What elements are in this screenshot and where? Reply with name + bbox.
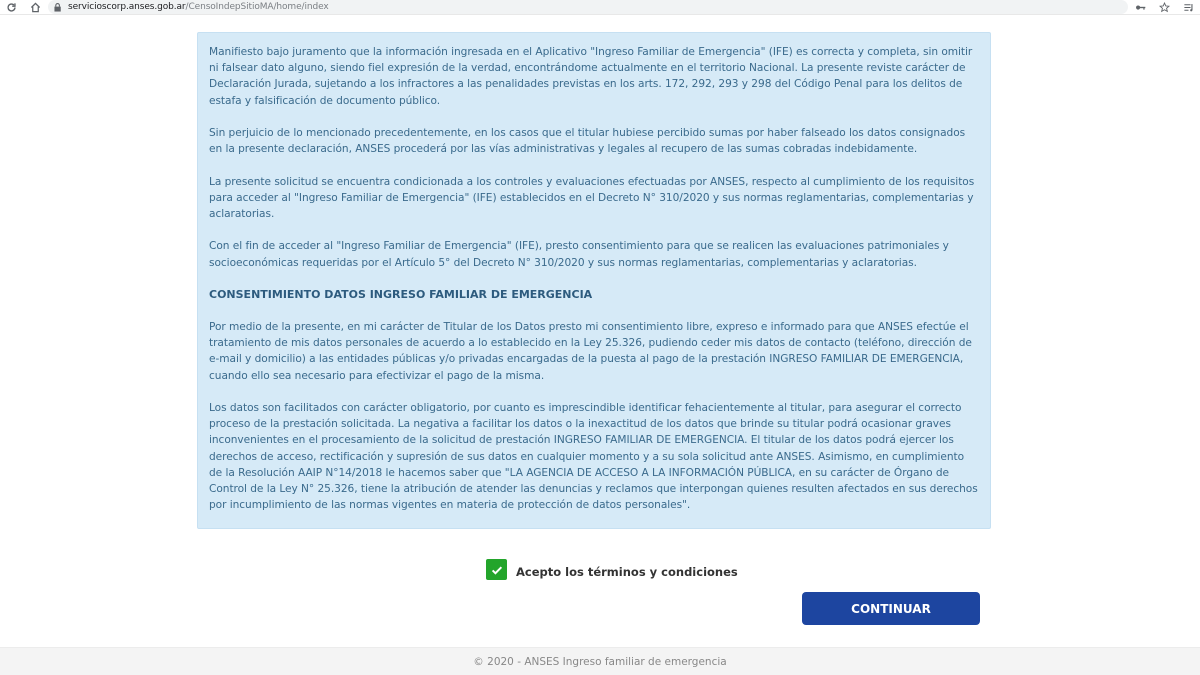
key-icon[interactable] bbox=[1134, 1, 1146, 13]
consent-paragraph-2: Los datos son facilitados con carácter obligatorio, por cuanto es imprescindible identificar fehacientemente al titular, para asegurar el correcto proceso de la prestación solicitada. La negativa a facilitar los datos o la inexactitud de los datos que brinde su titular podrá ocasionar graves inconvenientes en el procesamiento de la solicitud de prestación INGRESO FAMILIAR DE EMERGENCIA. El titular de los datos podrá ejercer los derechos de acceso, rectificación y supresión de sus datos en cualquier momento y a su sola solicitud ante ANSES. Asimismo, en cumplimiento de la Resolución AAIP N°14/2018 le hacemos saber que "LA AGENCIA DE ACCESO A LA INFORMACIÓN PÚBLICA, en su carácter de Órgano de Control de la Ley N° 25.326, tiene la atribución de atender las denuncias y reclamos que interpongan quienes resulten afectados en sus derechos por incumplimiento de las normas vigentes en materia de protección de datos personales". bbox=[209, 401, 978, 512]
footer-copyright: © 2020 - ANSES Ingreso familiar de emergencia bbox=[473, 655, 727, 668]
continue-button[interactable]: CONTINUAR bbox=[802, 592, 980, 625]
reading-list-icon[interactable] bbox=[1182, 1, 1194, 13]
accept-terms-checkbox[interactable] bbox=[486, 559, 507, 580]
url-path: /CensoIndepSitioMA/home/index bbox=[185, 2, 329, 12]
url-host: servicioscorp.anses.gob.ar bbox=[68, 2, 186, 12]
lock-icon bbox=[54, 3, 62, 12]
address-bar[interactable] bbox=[48, 0, 1128, 14]
home-icon[interactable] bbox=[28, 0, 42, 14]
reload-icon[interactable] bbox=[4, 0, 18, 14]
terms-paragraph-2: Sin perjuicio de lo mencionado precedentemente, en los casos que el titular hubiese percibido sumas por haber falseado los datos consignados en la presente declaración, ANSES procederá por las vías administrativas y legales al recupero de las sumas cobradas indebidamente. bbox=[209, 127, 966, 156]
accept-terms-row[interactable] bbox=[486, 559, 738, 580]
checkmark-icon bbox=[490, 563, 504, 577]
terms-paragraph-3: La presente solicitud se encuentra condicionada a los controles y evaluaciones efectuadas por ANSES, respecto al cumplimiento de los requisitos para acceder al "Ingreso Familiar de Emergencia" (IFE) establecidos en el Decreto N° 310/2020 y sus normas reglamentarias, complementarias y aclaratorias. bbox=[209, 175, 975, 220]
consent-paragraph-1: Por medio de la presente, en mi carácter de Titular de los Datos presto mi consentimiento libre, expreso e informado para que ANSES efectúe el tratamiento de mis datos personales de acuerdo a lo establecido en la Ley 25.326, pudiendo ceder mis datos de contacto (teléfono, dirección de e-mail y domicilio) a las entidades públicas y/o privadas encargadas de la puesta al pago de la prestación INGRESO FAMILIAR DE EMERGENCIA, cuando ello sea necesario para efectivizar el pago de la misma. bbox=[209, 320, 972, 382]
star-icon[interactable] bbox=[1158, 1, 1170, 13]
terms-panel bbox=[197, 32, 991, 529]
footer bbox=[0, 647, 1200, 675]
terms-paragraph-1: Manifiesto bajo juramento que la información ingresada en el Aplicativo "Ingreso Familiar de Emergencia" (IFE) es correcta y completa, sin omitir ni falsear dato alguno, siendo fiel expresión de la verdad, encontrándome actualmente en el territorio Nacional. La presente reviste carácter de Declaración Jurada, sujetando a los infractores a las penalidades previstas en los arts. 172, 292, 293 y 298 del Código Penal para los delitos de estafa y falsificación de documento público. bbox=[209, 46, 973, 107]
browser-toolbar bbox=[0, 0, 1200, 15]
consent-heading: CONSENTIMIENTO DATOS INGRESO FAMILIAR DE EMERGENCIA bbox=[209, 287, 593, 301]
accept-terms-label[interactable]: Acepto los términos y condiciones bbox=[516, 564, 738, 579]
terms-paragraph-4: Con el fin de acceder al "Ingreso Familiar de Emergencia" (IFE), presto consentimiento para que se realicen las evaluaciones patrimoniales y socioeconómicas requeridas por el Artículo 5° del Decreto N° 310/2020 y sus normas reglamentarias, complementarias y aclaratorias. bbox=[209, 240, 949, 269]
